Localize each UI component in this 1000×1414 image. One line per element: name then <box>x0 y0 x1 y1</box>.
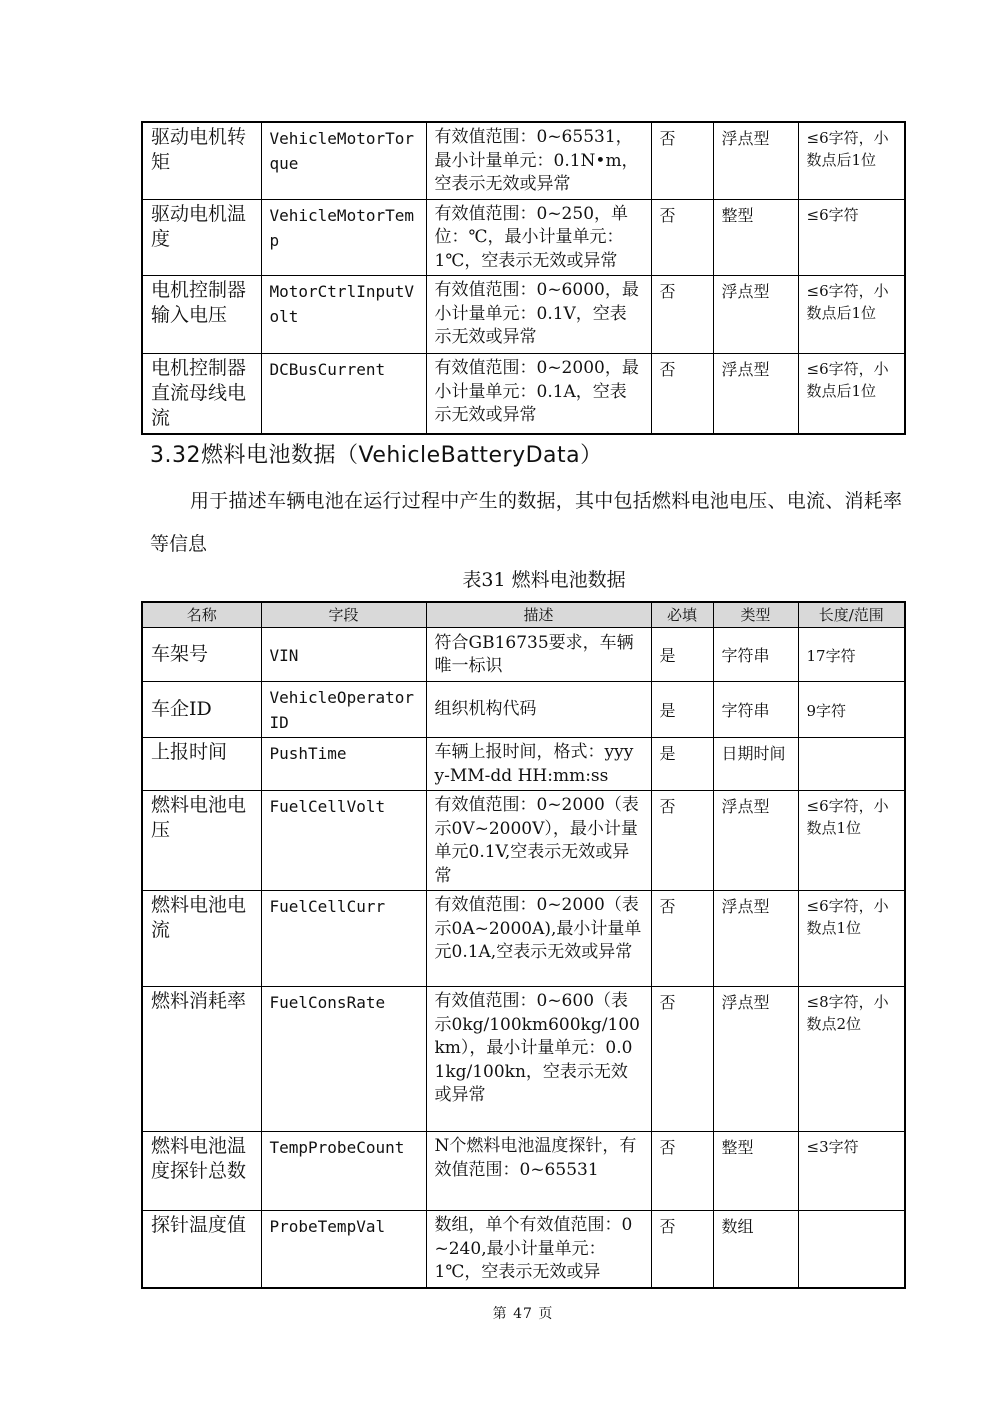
header-required: 必填 <box>651 602 713 628</box>
cell-field: TempProbeCount <box>261 1132 426 1211</box>
cell-description: 有效值范围：0~2000（表示0V~2000V），最小计量单元0.1V,空表示无效或异常 <box>426 791 651 891</box>
cell-type: 日期时间 <box>713 738 798 791</box>
cell-length <box>798 738 905 791</box>
cell-type: 浮点型 <box>713 122 798 199</box>
cell-description: 有效值范围：0~250，单位：℃，最小计量单元：1℃，空表示无效或异常 <box>426 199 651 276</box>
cell-required: 是 <box>651 628 713 682</box>
cell-name: 车架号 <box>142 628 261 682</box>
cell-type: 字符串 <box>713 628 798 682</box>
cell-name: 探针温度值 <box>142 1211 261 1288</box>
cell-required: 否 <box>651 891 713 987</box>
cell-name: 燃料电池电流 <box>142 891 261 987</box>
table-row <box>142 122 905 199</box>
cell-required: 是 <box>651 682 713 738</box>
section-title: 3.32燃料电池数据（VehicleBatteryData） <box>150 443 603 468</box>
cell-type: 浮点型 <box>713 791 798 891</box>
cell-name: 上报时间 <box>142 738 261 791</box>
cell-field: DCBusCurrent <box>261 354 426 435</box>
cell-required: 否 <box>651 1211 713 1288</box>
table-row <box>142 738 905 791</box>
cell-required: 是 <box>651 738 713 791</box>
header-description: 描述 <box>426 602 651 628</box>
cell-description: 有效值范围：0~600（表示0kg/100km600kg/100km），最小计量单元：0.01kg/100kn，空表示无效或异常 <box>426 987 651 1132</box>
cell-required: 否 <box>651 276 713 354</box>
cell-length: ≤6字符 <box>798 199 905 276</box>
table-row <box>142 1132 905 1211</box>
cell-field: VehicleOperatorID <box>261 682 426 738</box>
cell-required: 否 <box>651 791 713 891</box>
cell-length: 17字符 <box>798 628 905 682</box>
header-field: 字段 <box>261 602 426 628</box>
cell-length: ≤6字符，小数点后1位 <box>798 354 905 435</box>
header-name: 名称 <box>142 602 261 628</box>
cell-length: ≤6字符，小数点后1位 <box>798 122 905 199</box>
cell-description: 有效值范围：0~65531，最小计量单元：0.1N•m，空表示无效或异常 <box>426 122 651 199</box>
cell-name: 燃料电池温度探针总数 <box>142 1132 261 1211</box>
cell-type: 数组 <box>713 1211 798 1288</box>
cell-type: 浮点型 <box>713 891 798 987</box>
cell-field: ProbeTempVal <box>261 1211 426 1288</box>
fuel-cell-data-table <box>141 601 906 1289</box>
header-type: 类型 <box>713 602 798 628</box>
cell-description: 数组，单个有效值范围：0~240,最小计量单元：1℃，空表示无效或异 <box>426 1211 651 1288</box>
section-description: 用于描述车辆电池在运行过程中产生的数据，其中包括燃料电池电压、电流、消耗率等信息 <box>150 490 902 555</box>
table-row <box>142 1211 905 1288</box>
cell-name: 电机控制器直流母线电流 <box>142 354 261 435</box>
cell-length: 9字符 <box>798 682 905 738</box>
cell-required: 否 <box>651 122 713 199</box>
cell-length <box>798 1211 905 1288</box>
cell-length: ≤6字符，小数点1位 <box>798 791 905 891</box>
cell-description: 车辆上报时间，格式：yyyy-MM-dd HH:mm:ss <box>426 738 651 791</box>
cell-field: VehicleMotorTemp <box>261 199 426 276</box>
cell-description: 有效值范围：0~2000，最小计量单元：0.1A，空表示无效或异常 <box>426 354 651 435</box>
cell-length: ≤3字符 <box>798 1132 905 1211</box>
cell-name: 驱动电机转矩 <box>142 122 261 199</box>
cell-type: 整型 <box>713 199 798 276</box>
cell-description: 组织机构代码 <box>426 682 651 738</box>
cell-required: 否 <box>651 1132 713 1211</box>
cell-field: FuelCellCurr <box>261 891 426 987</box>
cell-description: 有效值范围：0~2000（表示0A~2000A),最小计量单元0.1A,空表示无效或异常 <box>426 891 651 987</box>
table-row <box>142 628 905 682</box>
table-row <box>142 891 905 987</box>
cell-description: 有效值范围：0~6000，最小计量单元：0.1V，空表示无效或异常 <box>426 276 651 354</box>
table-header-row <box>142 602 905 628</box>
cell-type: 浮点型 <box>713 987 798 1132</box>
cell-name: 电机控制器输入电压 <box>142 276 261 354</box>
cell-field: FuelCellVolt <box>261 791 426 891</box>
table-row <box>142 354 905 435</box>
cell-field: MotorCtrlInputVolt <box>261 276 426 354</box>
header-length: 长度/范围 <box>798 602 905 628</box>
cell-name: 车企ID <box>142 682 261 738</box>
cell-required: 否 <box>651 987 713 1132</box>
cell-name: 燃料消耗率 <box>142 987 261 1132</box>
cell-required: 否 <box>651 199 713 276</box>
cell-type: 浮点型 <box>713 354 798 435</box>
cell-name: 燃料电池电压 <box>142 791 261 891</box>
table-row <box>142 987 905 1132</box>
cell-field: VehicleMotorTorque <box>261 122 426 199</box>
cell-field: VIN <box>261 628 426 682</box>
table-caption: 表31 燃料电池数据 <box>462 569 626 591</box>
cell-length: ≤6字符，小数点后1位 <box>798 276 905 354</box>
table-row <box>142 276 905 354</box>
cell-type: 字符串 <box>713 682 798 738</box>
cell-type: 浮点型 <box>713 276 798 354</box>
cell-description: N个燃料电池温度探针，有效值范围：0~65531 <box>426 1132 651 1211</box>
cell-name: 驱动电机温度 <box>142 199 261 276</box>
cell-field: FuelConsRate <box>261 987 426 1132</box>
cell-length: ≤6字符，小数点1位 <box>798 891 905 987</box>
cell-length: ≤8字符，小数点2位 <box>798 987 905 1132</box>
cell-required: 否 <box>651 354 713 435</box>
motor-data-table <box>141 121 906 435</box>
cell-type: 整型 <box>713 1132 798 1211</box>
cell-field: PushTime <box>261 738 426 791</box>
cell-description: 符合GB16735要求，车辆唯一标识 <box>426 628 651 682</box>
table-row <box>142 791 905 891</box>
page-number: 第 47 页 <box>492 1306 554 1322</box>
table-row <box>142 199 905 276</box>
table-row <box>142 682 905 738</box>
